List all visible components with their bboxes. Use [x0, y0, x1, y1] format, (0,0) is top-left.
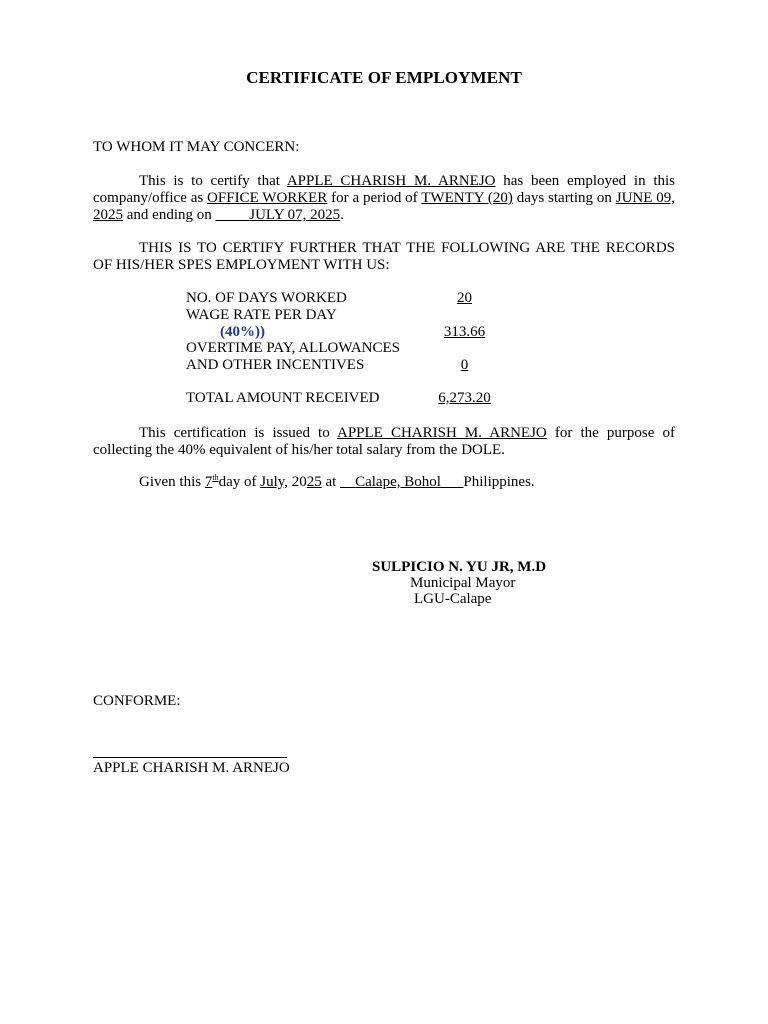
given-year-prefix: 20 [288, 474, 307, 490]
paragraph-given [93, 474, 675, 491]
purpose-employee-name: APPLE CHARISH M. ARNEJO [337, 425, 547, 441]
end-date: JULY 07, 2025 [249, 207, 341, 223]
given-place-pad-left [340, 474, 355, 490]
end-date-spacer [215, 207, 249, 223]
p4-text-4: Philippines. [463, 474, 535, 490]
days-worked-value: 20 [457, 290, 472, 306]
p1-text-6: . [340, 207, 344, 223]
p2-text: THIS IS TO CERTIFY FURTHER THAT THE FOLLOWING ARE THE RECORDS OF HIS/HER SPES EMPLOYMENT WITH US: [93, 240, 675, 273]
p4-text-1: Given this [139, 474, 205, 490]
given-year-suffix: 25 [306, 474, 322, 490]
p3-text-2: for the purpose of collecting the 40% equivalent of his/her total salary from the DOLE. [93, 425, 675, 458]
signatory-block [372, 559, 546, 607]
p1-text-4: days starting on [512, 190, 616, 206]
overtime-label-line2: AND OTHER INCENTIVES [186, 357, 365, 373]
paragraph-further-certify [93, 240, 675, 274]
p3-text-1: This certification is issued to [139, 425, 337, 441]
p4-text-3: at [321, 474, 341, 490]
document-title: CERTIFICATE OF EMPLOYMENT [246, 68, 522, 87]
overtime-value: 0 [460, 357, 469, 373]
employee-position: OFFICE WORKER [207, 190, 328, 206]
start-date: JUNE 09, 2025 [93, 190, 675, 223]
p1-text-3: for a period of [327, 190, 422, 206]
conforme-name: APPLE CHARISH M. ARNEJO [93, 760, 290, 776]
paragraph-certification [93, 173, 675, 224]
conforme-signature-line [93, 757, 287, 758]
employment-period: TWENTY (20) [421, 190, 513, 206]
salutation: TO WHOM IT MAY CONCERN: [93, 139, 300, 155]
p1-text-2: has been employed in this company/office as [93, 173, 676, 206]
p1-text-5: and ending on [123, 207, 216, 223]
total-amount-value: 6,273.20 [438, 390, 491, 406]
wage-rate-value: 313.66 [443, 324, 486, 340]
given-place-pad-right [441, 474, 464, 490]
wage-rate-label: WAGE RATE PER DAY [186, 307, 337, 323]
given-day-suffix: th [212, 473, 219, 482]
given-place: Calape, Bohol [355, 474, 441, 490]
paragraph-purpose [93, 425, 675, 459]
given-day: 7 [204, 474, 213, 490]
signatory-office: LGU-Calape [414, 591, 492, 607]
given-month: July, [260, 474, 289, 490]
total-amount-label: TOTAL AMOUNT RECEIVED [186, 390, 380, 406]
p1-text-1: This is to certify that [139, 173, 287, 189]
employee-name: APPLE CHARISH M. ARNEJO [286, 173, 496, 189]
conforme-label: CONFORME: [93, 693, 181, 709]
wage-rate-percent: (40%)) [220, 324, 265, 340]
p4-text-2: day of [218, 474, 261, 490]
overtime-label-line1: OVERTIME PAY, ALLOWANCES [186, 340, 400, 356]
signatory-name: SULPICIO N. YU JR, M.D [372, 559, 547, 575]
days-worked-label: NO. OF DAYS WORKED [186, 290, 347, 306]
signatory-position: Municipal Mayor [410, 575, 516, 591]
